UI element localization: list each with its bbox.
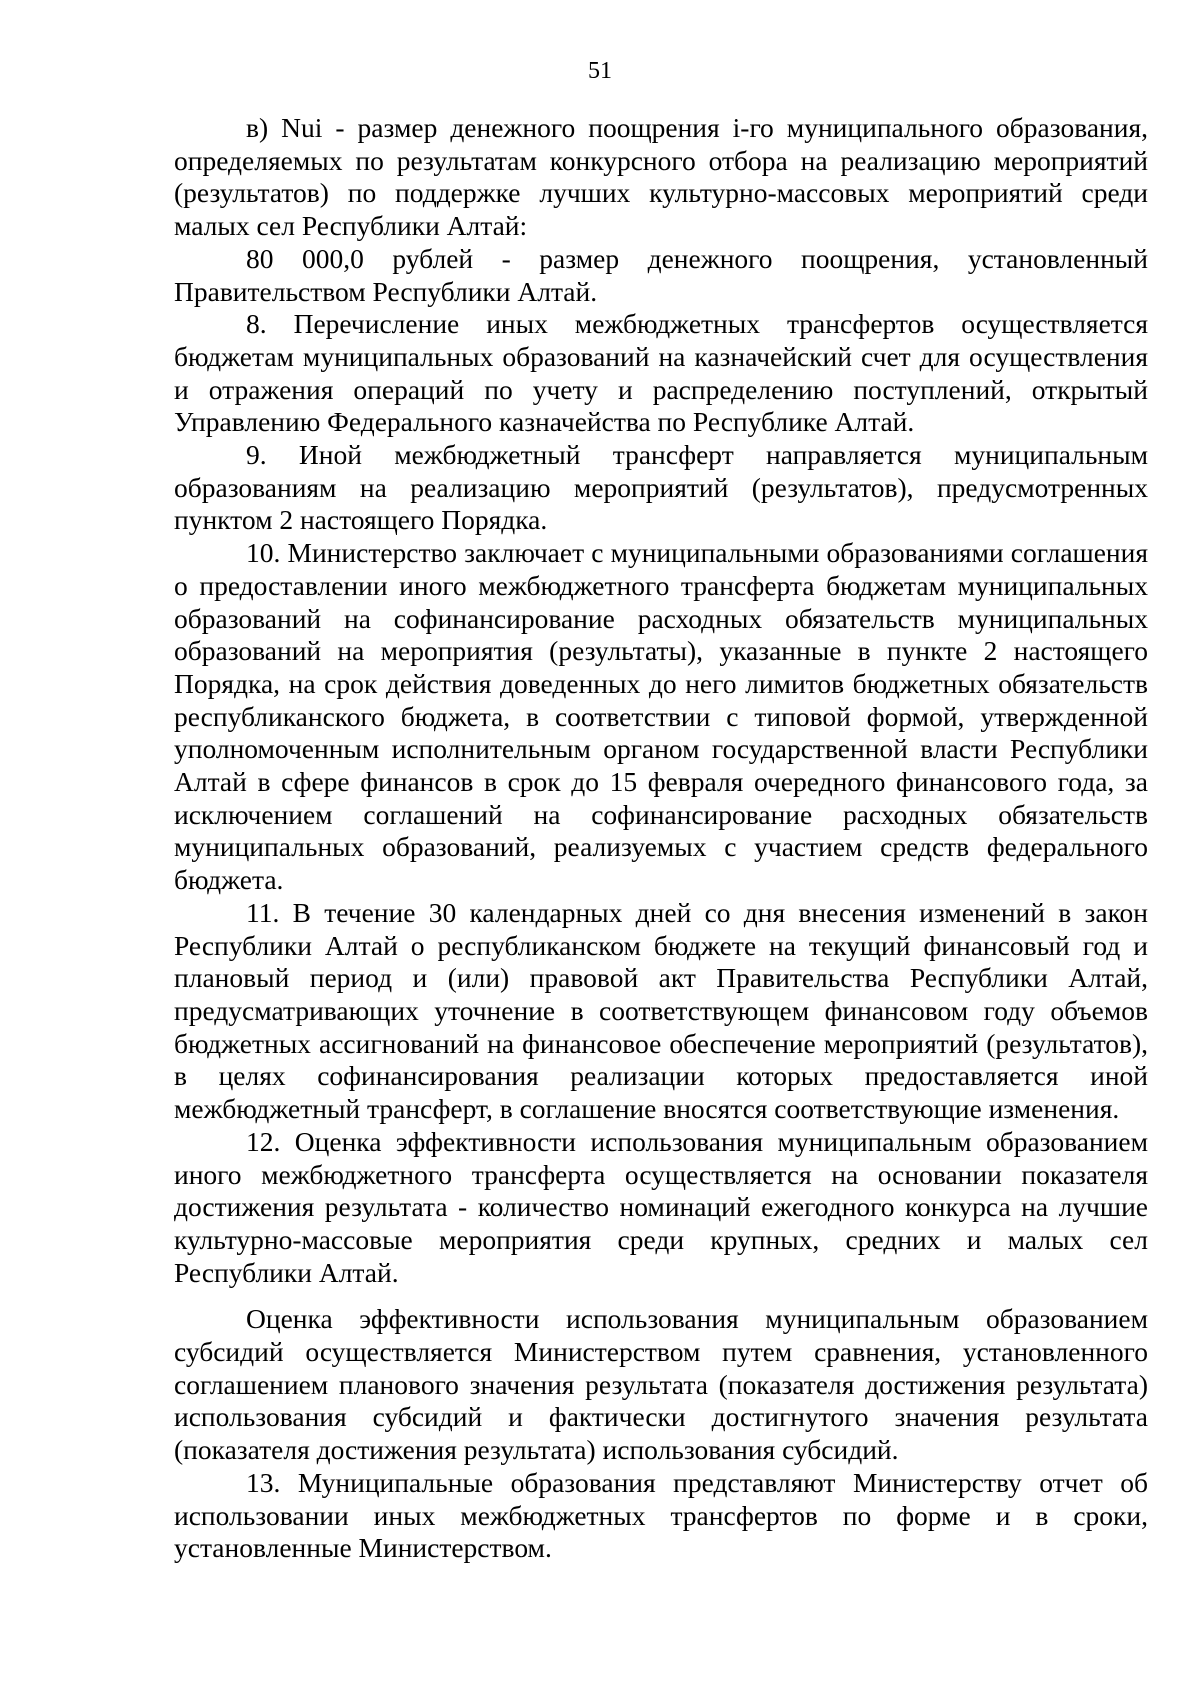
paragraph-item-12: 12. Оценка эффективности использования муниципальным образованием иного межбюджетного трансферта осуществляется на основании показателя достижения результата - количество номинаций ежегодного конкурса на лучшие культурно-массовые мероприятия среди крупных, средних и малых сел Республики Алтай. xyxy=(174,1125,1148,1288)
page-number: 51 xyxy=(588,58,612,84)
paragraph-item-9: 9. Иной межбюджетный трансферт направляется муниципальным образованиям на реализацию мероприятий (результатов), предусмотренных пунктом 2 настоящего Порядка. xyxy=(174,439,1148,536)
paragraph-reward-amount: 80 000,0 рублей - размер денежного поощрения, установленный Правительством Республики Алтай. xyxy=(174,242,1148,307)
paragraph-item-13: 13. Муниципальные образования представляют Министерству отчет об использовании иных межбюджетных трансфертов по форме и в сроки, установленные Министерством. xyxy=(174,1466,1148,1564)
paragraph-item-8: 8. Перечисление иных межбюджетных трансфертов осуществляется бюджетам муниципальных образований на казначейский счет для осуществления и отражения операций по учету и распределению поступлений, открытый Управлению Федерального казначейства по Республике Алтай. xyxy=(174,308,1148,438)
paragraph-nui-definition: в) Nui - размер денежного поощрения i-го муниципального образования, определяемых по результатам конкурсного отбора на реализацию мероприятий (результатов) по поддержке лучших культурно-массовых мероприятий среди малых сел Республики Алтай: xyxy=(174,112,1148,242)
paragraph-item-12-evaluation: Оценка эффективности использования муниципальным образованием субсидий осуществляется Министерством путем сравнения, установленного соглашением планового значения результата (показателя достижения результата) использования субсидий и фактически достигнутого значения результата (показателя достижения результата) использования субсидий. xyxy=(174,1303,1148,1466)
document-body xyxy=(174,112,1148,1565)
paragraph-item-10: 10. Министерство заключает с муниципальными образованиями соглашения о предоставлении иного межбюджетного трансферта бюджетам муниципальных образований на софинансирование расходных обязательств муниципальных образований на мероприятия (результаты), указанные в пункте 2 настоящего Порядка, на срок действия доведенных до него лимитов бюджетных обязательств республиканского бюджета, в соответствии с типовой формой, утвержденной уполномоченным исполнительным органом государственной власти Республики Алтай в сфере финансов в срок до 15 февраля очередного финансового года, за исключением соглашений на софинансирование расходных обязательств муниципальных образований, реализуемых с участием средств федерального бюджета. xyxy=(174,537,1148,896)
paragraph-item-11: 11. В течение 30 календарных дней со дня внесения изменений в закон Республики Алтай о республиканском бюджете на текущий финансовый год и плановый период и (или) правовой акт Правительства Республики Алтай, предусматривающих уточнение в соответствующем финансовом году объемов бюджетных ассигнований на финансовое обеспечение мероприятий (результатов), в целях софинансирования реализации которых предоставляется иной межбюджетный трансферт, в соглашение вносятся соответствующие изменения. xyxy=(174,896,1148,1125)
